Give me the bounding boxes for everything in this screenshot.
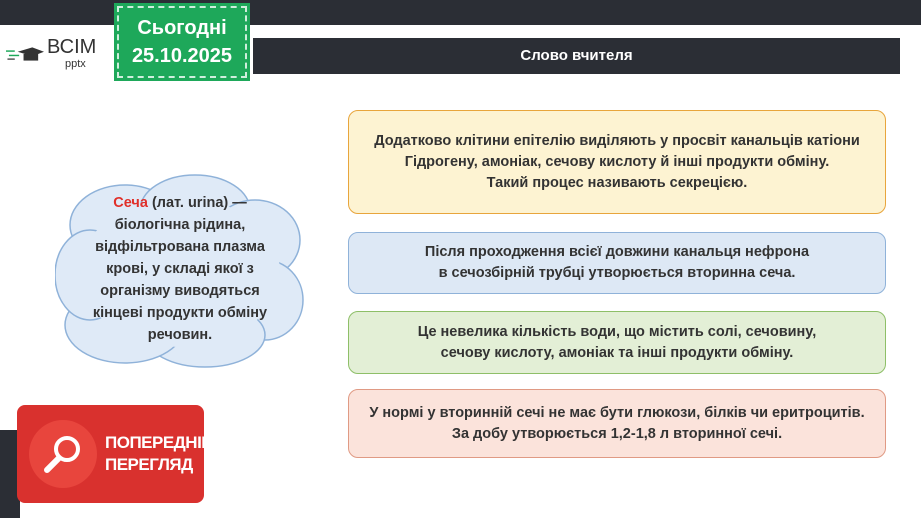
date-label: Сьогодні xyxy=(137,17,227,39)
box-line: сечову кислоту, амоніак та інші продукти обміну. xyxy=(440,344,794,361)
date-value: 25.10.2025 xyxy=(131,45,233,67)
box-line: Це невелика кількість води, що містить солі, сечовину, xyxy=(417,323,817,340)
preview-button[interactable] xyxy=(17,405,214,503)
definition-text xyxy=(75,192,285,346)
box-line: Гідрогену, амоніак, сечову кислоту й інші продукти обміну. xyxy=(404,153,830,170)
box-line: У нормі у вторинній сечі не має бути глюкози, білків чи еритроцитів. xyxy=(369,404,865,421)
slide-title: Слово вчителя xyxy=(253,38,900,74)
date-badge xyxy=(117,6,247,78)
info-box-norm xyxy=(348,389,886,458)
graduation-cap-icon xyxy=(6,44,44,64)
box-line: Такий процес називають секрецією. xyxy=(486,174,748,191)
info-box-composition xyxy=(348,311,886,374)
box-line: в сечозбірній трубці утворюється вторинна сеча. xyxy=(438,265,796,281)
magnifier-icon xyxy=(29,420,97,488)
definition-body: (лат. urina) — біологічна рідина, відфільтрована плазма крові, у складі якої з організму виводяться кінцеві продукти обміну речовин. xyxy=(92,195,268,343)
info-box-secondary-urine xyxy=(348,232,886,294)
logo xyxy=(6,36,112,71)
logo-sub: pptx xyxy=(65,58,86,70)
box-line: Після проходження всієї довжини канальця нефрона xyxy=(424,244,810,260)
preview-line2: ПЕРЕГЛЯД xyxy=(105,455,193,474)
info-box-secretion xyxy=(348,110,886,214)
definition-term: Сеча xyxy=(113,195,148,211)
preview-line1: ПОПЕРЕДНІЙ xyxy=(105,433,214,452)
box-line: Додатково клітини епітелію виділяють у просвіт канальців катіони xyxy=(374,132,860,149)
logo-name: ВСІМ xyxy=(47,36,97,58)
box-line: За добу утворюється 1,2-1,8 л вторинної сечі. xyxy=(451,425,783,442)
